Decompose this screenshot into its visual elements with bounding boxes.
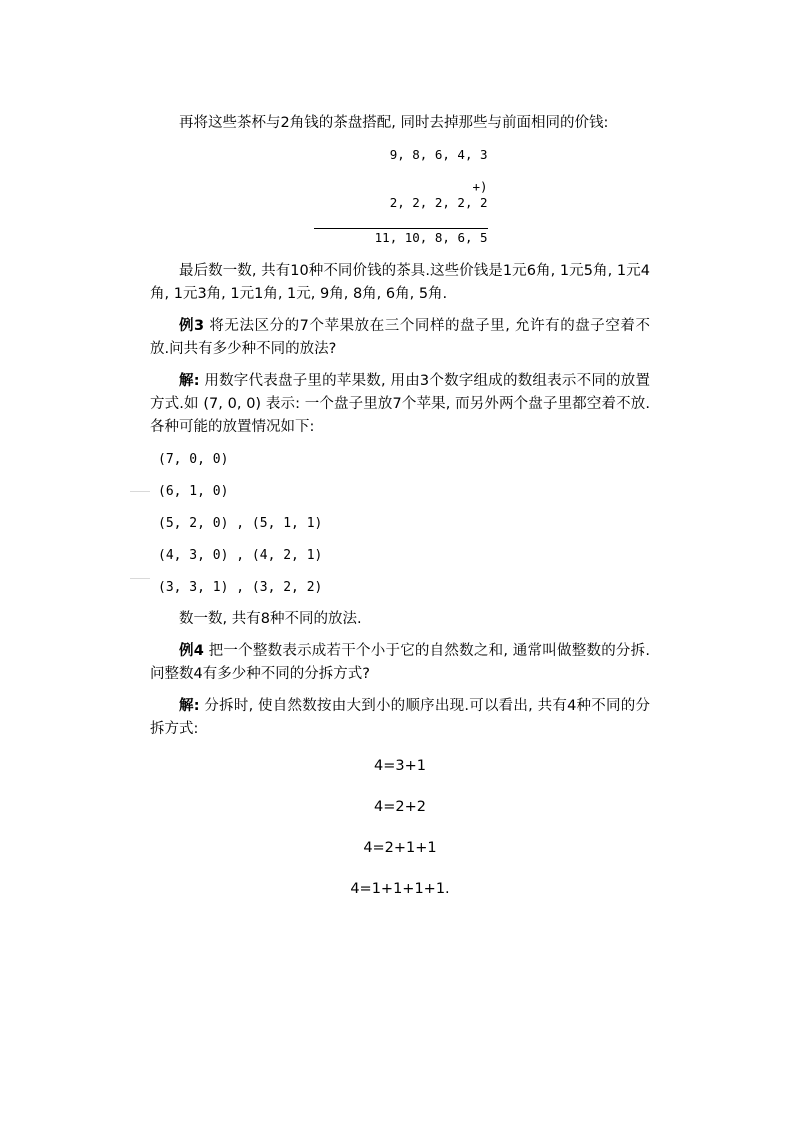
paragraph-example3 <box>150 315 650 361</box>
list-item: (7, 0, 0) <box>158 452 229 467</box>
plus-sign-icon: +) <box>472 179 488 194</box>
list-item: (6, 1, 0) <box>158 484 229 499</box>
list-item: (3, 3, 1) , (3, 2, 2) <box>158 580 323 595</box>
addend-bottom-value: 2, 2, 2, 2, 2 <box>389 195 488 210</box>
addition-total-row: 11, 10, 8, 6, 5 <box>374 230 488 245</box>
equation-line: 4=3+1 <box>374 758 426 774</box>
list-item: (4, 3, 0) , (4, 2, 1) <box>158 548 323 563</box>
margin-artifact-bottom <box>130 578 150 579</box>
addition-rule <box>314 228 487 229</box>
solution4-text: 分拆时, 使自然数按由大到小的顺序出现.可以看出, 共有4种不同的分拆方式: <box>150 698 650 737</box>
paragraph-count8: 数一数, 共有8种不同的放法. <box>179 611 362 627</box>
paragraph-example4 <box>150 640 650 686</box>
example4-label: 例4 <box>179 643 204 659</box>
addend-bottom-row <box>314 163 487 227</box>
document-body <box>150 112 650 919</box>
example3-text: 将无法区分的7个苹果放在三个同样的盘子里, 允许有的盘子空着不放.问共有多少种不同的放法? <box>150 318 650 357</box>
addend-top-row: 9, 8, 6, 4, 3 <box>389 147 488 162</box>
example4-text: 把一个整数表示成若干个小于它的自然数之和, 通常叫做整数的分拆.问整数4有多少种不同的分拆方式? <box>150 643 650 682</box>
solution3-text: 用数字代表盘子里的苹果数, 用由3个数字组成的数组表示不同的放置方式.如 (7, 0, 0) 表示: 一个盘子里放7个苹果, 而另外两个盘子里都空着不放.各种可能的放置情况如下: <box>150 373 650 435</box>
paragraph-solution4 <box>150 695 650 741</box>
paragraph-result: 最后数一数, 共有10种不同价钱的茶具.这些价钱是1元6角, 1元5角, 1元4角, 1元3角, 1元1角, 1元, 9角, 8角, 6角, 5角. <box>150 263 650 302</box>
vertical-addition-block <box>150 147 650 246</box>
equation-line: 4=2+1+1 <box>363 840 437 856</box>
solution3-label: 解: <box>179 373 200 389</box>
vertical-addition-inner <box>312 147 487 246</box>
equation-line: 4=2+2 <box>374 799 426 815</box>
list-item: (5, 2, 0) , (5, 1, 1) <box>158 516 323 531</box>
equation-list <box>150 755 650 901</box>
margin-artifact-top <box>130 491 150 492</box>
paragraph-solution3 <box>150 370 650 439</box>
example3-label: 例3 <box>179 318 205 334</box>
equation-line: 4=1+1+1+1. <box>350 881 450 897</box>
solution4-label: 解: <box>179 698 200 714</box>
paragraph-intro: 再将这些茶杯与2角钱的茶盘搭配, 同时去掉那些与前面相同的价钱: <box>179 115 609 131</box>
